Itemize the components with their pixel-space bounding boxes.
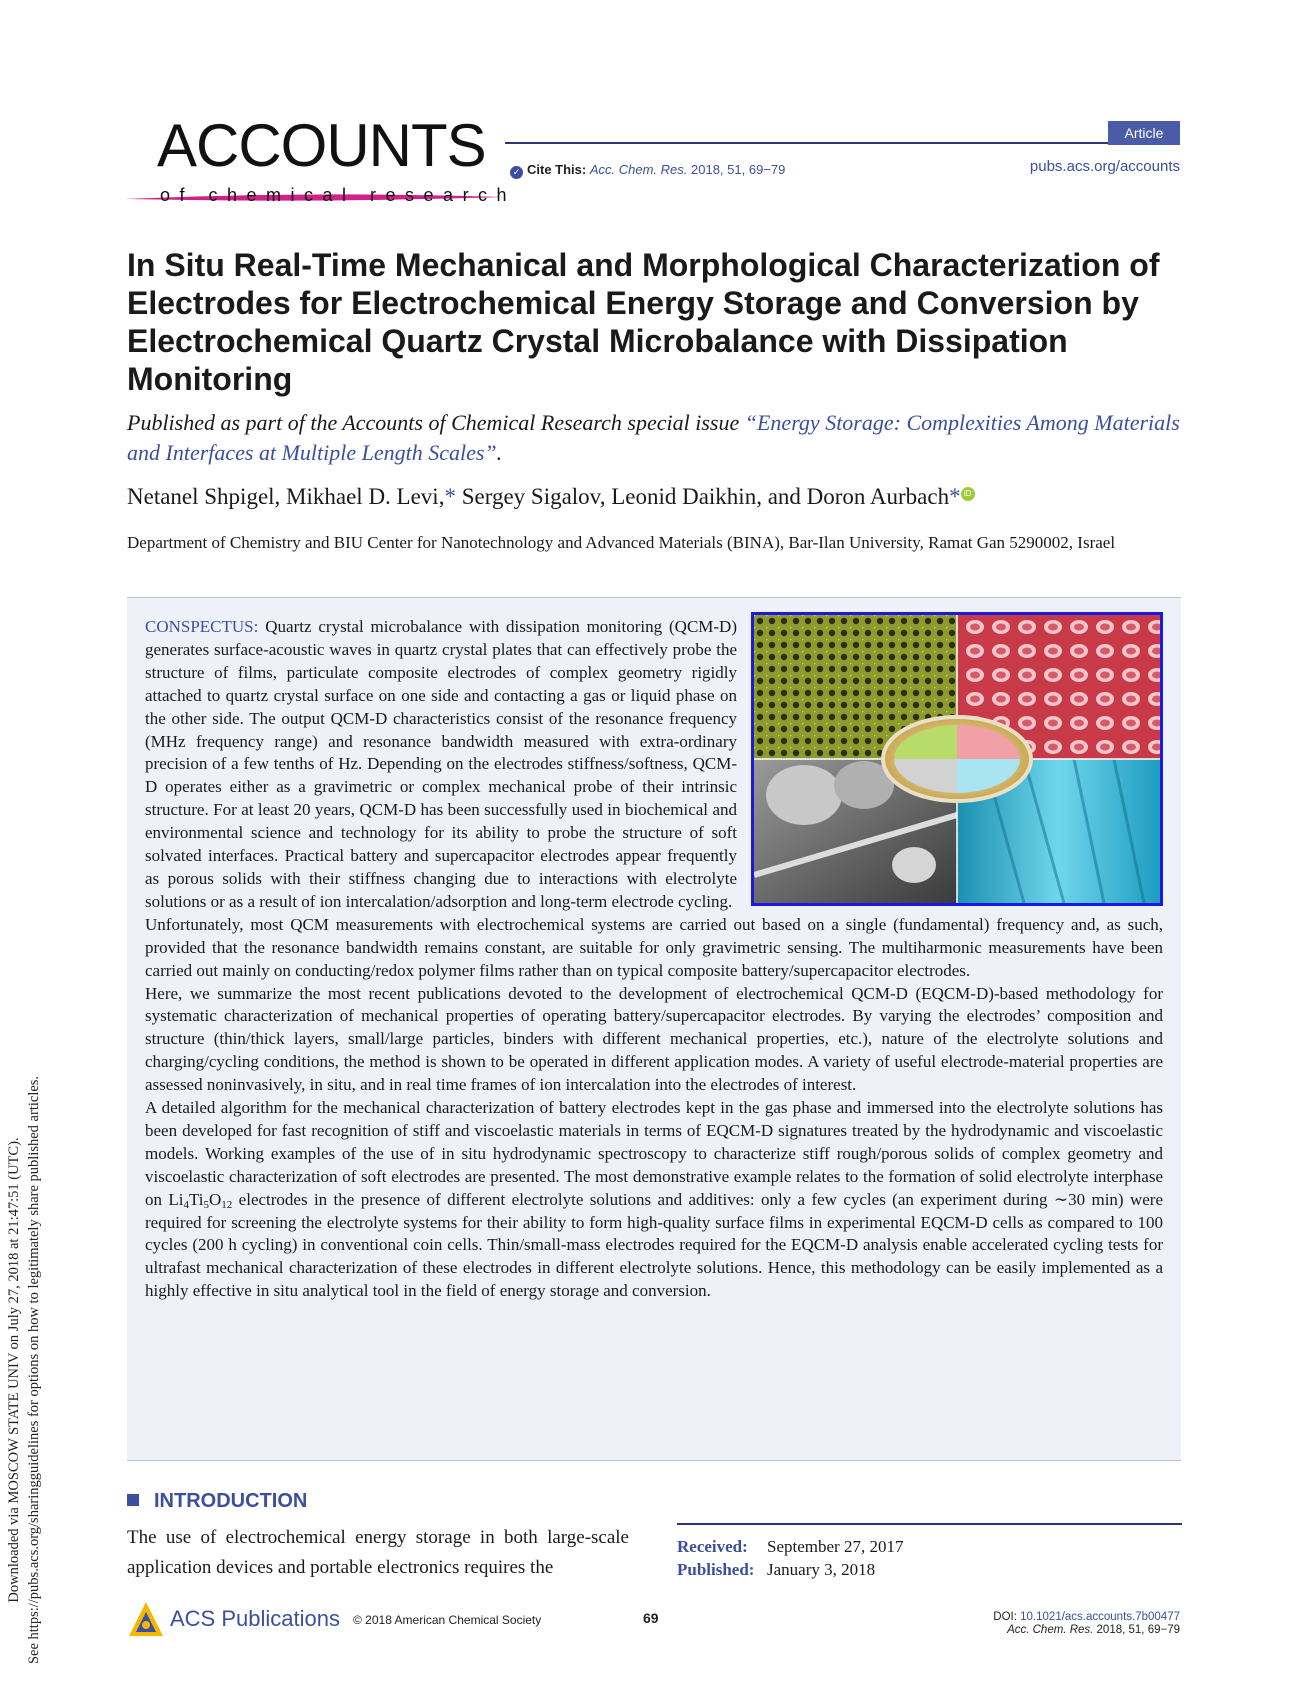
conspectus-label: CONSPECTUS:	[145, 617, 259, 636]
orcid-icon[interactable]: iD	[961, 487, 975, 501]
footer-ref: 2018, 51, 69−79	[1093, 1624, 1180, 1636]
copyright: © 2018 American Chemical Society	[353, 1613, 542, 1627]
doi-label: DOI:	[993, 1611, 1021, 1623]
special-issue-suffix: .	[496, 440, 503, 465]
cite-this[interactable]	[510, 161, 785, 179]
authors-part-1: Netanel Shpigel, Mikhael D. Levi,	[127, 484, 445, 509]
watermark-line-1: Downloaded via MOSCOW STATE UNIV on July 27, 2018 at 21:47:51 (UTC).	[6, 1137, 22, 1603]
footer-journal: Acc. Chem. Res.	[1007, 1624, 1094, 1636]
conspectus-paragraph-3: Here, we summarize the most recent publications devoted to the development of electrochemical QCM-D (EQCM-D)-based methodology for systematic characterization of mechanical properties of operating battery/supercapacitor electrodes. By varying the electrodes’ composition and structure (thin/thick layers, small/large particles, binders with different mechanical properties, etc.), nature of the electrolyte solutions and charging/cycling conditions, the method is shown to be operated in different application modes. A variety of useful electrode-material properties are assessed noninvasively, in situ, and in real time frames of ion intercalation into the electrodes of interest.	[145, 983, 1163, 1095]
article-type-badge: Article	[1108, 121, 1180, 145]
conspectus-text	[145, 616, 1163, 1303]
corresponding-asterisk[interactable]: *	[444, 484, 456, 509]
affiliation: Department of Chemistry and BIU Center for Nanotechnology and Advanced Materials (BINA), Bar-Ilan University, Ramat Gan 5290002, Israel	[127, 533, 1116, 552]
toc-graphic	[751, 612, 1163, 906]
special-issue-prefix: Published as part of the Accounts of Chemical Research special issue	[127, 410, 745, 435]
received-date: September 27, 2017	[767, 1537, 904, 1556]
journal-logo-subtitle: of chemical research	[160, 185, 517, 205]
conspectus-p4-b: electrodes in the presence of different electrolyte solutions and additives: only a few cycles (an experiment during ∼30 min) were required for screening the electrolyte systems for their ability to form high-quality surface films in experimental EQCM-D cells as compared to 100 cycles (200 h cycling) in conventional coin cells. Thin/small-mass electrodes required for the EQCM-D analysis enable accelerated cycling tests for ultrafast mechanical characterization of these electrodes in different electrolyte solutions. Hence, this methodology can be easily implemented as a highly effective in situ analytical tool in the field of energy storage and conversion.	[145, 1189, 1164, 1301]
watermark-line-2: See https://pubs.acs.org/sharingguidelines for options on how to legitimately share published articles.	[26, 1075, 42, 1665]
introduction-text: The use of electrochemical energy storage in both large-scale application devices and portable electronics requires the	[127, 1527, 629, 1578]
special-issue-link[interactable]: “Energy Storage: Complexities Among Materials and Interfaces at Multiple Length Scales”	[127, 410, 1180, 465]
corresponding-asterisk-2[interactable]: *	[949, 484, 961, 509]
journal-logo: ACCOUNTS	[157, 112, 486, 179]
conspectus-paragraph-4	[145, 1097, 1163, 1303]
page-number: 69	[643, 1610, 659, 1626]
conspectus-p1-text: Quartz crystal microbalance with dissipation monitoring (QCM-D) generates surface-acoustic waves in quartz crystal plates that can effectively probe the structure of films, particulate composite electrodes of complex geometry rigidly attached to quartz crystal surface on one side and contacting a gas or liquid phase on the other side. The output QCM-D characteristics consist of the resonance frequency (MHz frequency range) and resonance bandwidth measured with extra-ordinary precision of a few tenths of Hz. Depending on the electrodes stiffness/softness, QCM-D operates either as a gravimetric or complex mechanical probe of their intrinsic structure. For at least 20 years, QCM-D has been successfully used in biochemical and environmental science and technology for its ability to probe the structure of soft solvated interfaces. Practical battery and supercapacitor electrodes appear frequently as porous solids with their stiffness changing due to interactions with electrolyte solutions or as a result of ion intercalation/adsorption and long-term electrode cycling.	[145, 617, 737, 911]
formula-lto: $Li_4Ti_5O_{12}$	[168, 1189, 233, 1211]
introduction-heading	[127, 1489, 307, 1513]
published-date: January 3, 2018	[767, 1560, 876, 1579]
acs-logo-icon	[127, 1600, 165, 1640]
dates-rule	[677, 1523, 1182, 1525]
special-issue-note	[127, 408, 1187, 468]
conspectus-paragraph-2: Unfortunately, most QCM measurements with electrochemical systems are carried out based on a single (fundamental) frequency and, as such, provided that the resonance bandwidth remains constant, are suitable for only gravimetric sensing. The multiharmonic measurements have been carried out mainly on conducting/redox polymer films rather than on typical composite battery/supercapacitor electrodes.	[145, 914, 1163, 980]
received-row	[677, 1535, 903, 1558]
section-square-icon	[127, 1494, 139, 1506]
author-list	[127, 482, 975, 512]
download-watermark	[4, 1040, 44, 1700]
published-label: Published:	[677, 1560, 755, 1579]
doi-link[interactable]: 10.1021/acs.accounts.7b00477	[1020, 1611, 1180, 1623]
cite-journal: Acc. Chem. Res.	[589, 162, 688, 177]
received-label: Received:	[677, 1537, 748, 1556]
journal-url[interactable]: pubs.acs.org/accounts	[1029, 158, 1180, 175]
authors-part-2: Sergey Sigalov, Leonid Daikhin, and Doron Aurbach	[455, 484, 950, 509]
cite-ref: 2018, 51, 69−79	[691, 162, 786, 177]
header-rule	[505, 142, 1180, 144]
published-row	[677, 1558, 903, 1581]
conspectus-p4-a: A detailed algorithm for the mechanical characterization of battery electrodes kept in the gas phase and immersed into the electrolyte solutions has been developed for fast recognition of stiff and viscoelastic materials in terms of EQCM-D signatures treated by the hydrodynamic and viscoelastic models. Working examples of the use of in situ hydrodynamic spectroscopy to characterize stiff rough/porous solids of complex geometry and viscoelastic characterization of soft electrodes are presented. The most demonstrative example relates to the formation of solid electrolyte interphase on	[145, 1098, 1163, 1209]
doi-line	[993, 1611, 1180, 1624]
article-title: In Situ Real-Time Mechanical and Morphological Characterization of Electrodes for Electrochemical Energy Storage and Conversion by Electrochemical Quartz Crystal Microbalance with Dissipation Monitoring	[127, 247, 1160, 397]
cite-label: Cite This:	[527, 162, 587, 177]
check-circle-icon: ✓	[510, 166, 523, 179]
introduction-heading-text: INTRODUCTION	[154, 1490, 308, 1512]
publisher-name[interactable]: ACS Publications	[170, 1606, 340, 1631]
article-dates	[677, 1535, 903, 1581]
journal-ref-line	[993, 1624, 1180, 1637]
electrode-micrograph-collage-icon	[754, 615, 1160, 903]
doi-block	[993, 1611, 1180, 1637]
